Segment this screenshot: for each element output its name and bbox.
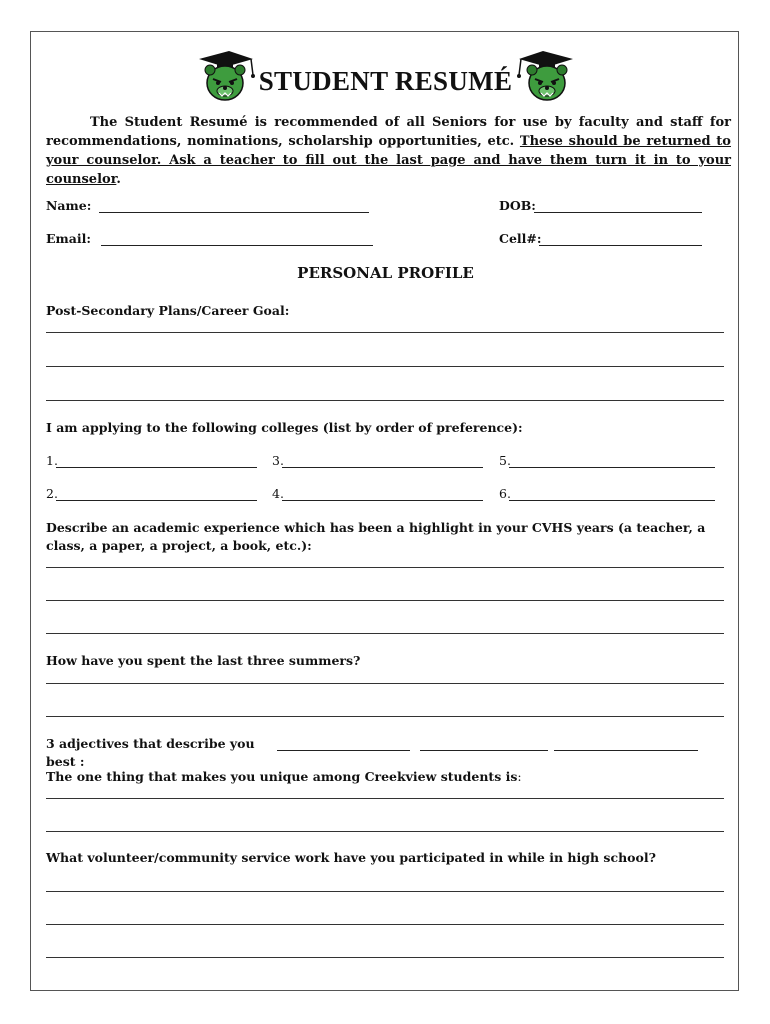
academic-line-2[interactable]: [46, 600, 724, 601]
college-number-3: 3.: [272, 453, 284, 468]
college-number-1: 1.: [46, 453, 58, 468]
unique-line-1[interactable]: [46, 798, 724, 799]
cell-label: Cell#:: [499, 231, 542, 246]
intro-instructions: These should be returned to your counselor. Ask a teacher to fill out the last page and have them turn it in to your counselor: [46, 134, 731, 187]
academic-line-1[interactable]: [46, 567, 724, 568]
intro-period: .: [116, 172, 121, 187]
intro-text: The Student Resumé is recommended of all Seniors for use by faculty and staff for recommendations, nominations, scholarship opportunities, etc.: [46, 115, 731, 149]
college-field-2[interactable]: [56, 500, 257, 501]
dob-field[interactable]: [534, 212, 702, 213]
summers-label: How have you spent the last three summers?: [46, 653, 361, 668]
academic-experience-label: Describe an academic experience which has been a highlight in your CVHS years (a teacher, a class, a paper, a project, a book, etc.):: [46, 520, 706, 553]
adjective-field-3[interactable]: [554, 750, 698, 751]
form-page: [30, 31, 739, 991]
volunteer-line-1[interactable]: [46, 891, 724, 892]
unique-label: [46, 768, 731, 786]
college-number-2: 2.: [46, 486, 58, 501]
post-secondary-label: Post-Secondary Plans/Career Goal:: [46, 303, 290, 318]
volunteer-line-3[interactable]: [46, 957, 724, 958]
college-number-4: 4.: [272, 486, 284, 501]
colleges-label: I am applying to the following colleges (list by order of preference):: [46, 420, 523, 435]
unique-label-text: The one thing that makes you unique among Creekview students is: [46, 769, 518, 784]
adjective-field-1[interactable]: [277, 750, 410, 751]
intro-paragraph: [46, 113, 731, 189]
post-secondary-line-1[interactable]: [46, 332, 724, 333]
college-number-5: 5.: [499, 453, 511, 468]
adjectives-label: 3 adjectives that describe you best :: [46, 736, 255, 769]
volunteer-label: What volunteer/community service work have you participated in while in high school?: [46, 850, 656, 865]
name-field[interactable]: [99, 212, 369, 213]
summers-line-2[interactable]: [46, 716, 724, 717]
post-secondary-line-2[interactable]: [46, 366, 724, 367]
page-title: STUDENT RESUMÉ: [258, 66, 513, 96]
college-field-4[interactable]: [282, 500, 483, 501]
college-field-5[interactable]: [509, 467, 715, 468]
personal-profile-heading: PERSONAL PROFILE: [297, 264, 474, 282]
academic-line-3[interactable]: [46, 633, 724, 634]
email-label: Email:: [46, 231, 91, 246]
unique-label-colon: :: [517, 769, 522, 784]
dob-label: DOB:: [499, 198, 536, 213]
cell-field[interactable]: [539, 245, 702, 246]
college-field-6[interactable]: [509, 500, 715, 501]
summers-line-1[interactable]: [46, 683, 724, 684]
post-secondary-line-3[interactable]: [46, 400, 724, 401]
college-field-1[interactable]: [56, 467, 257, 468]
college-field-3[interactable]: [282, 467, 483, 468]
college-number-6: 6.: [499, 486, 511, 501]
adjective-field-2[interactable]: [420, 750, 548, 751]
unique-line-2[interactable]: [46, 831, 724, 832]
volunteer-line-2[interactable]: [46, 924, 724, 925]
name-label: Name:: [46, 198, 92, 213]
email-field[interactable]: [101, 245, 373, 246]
